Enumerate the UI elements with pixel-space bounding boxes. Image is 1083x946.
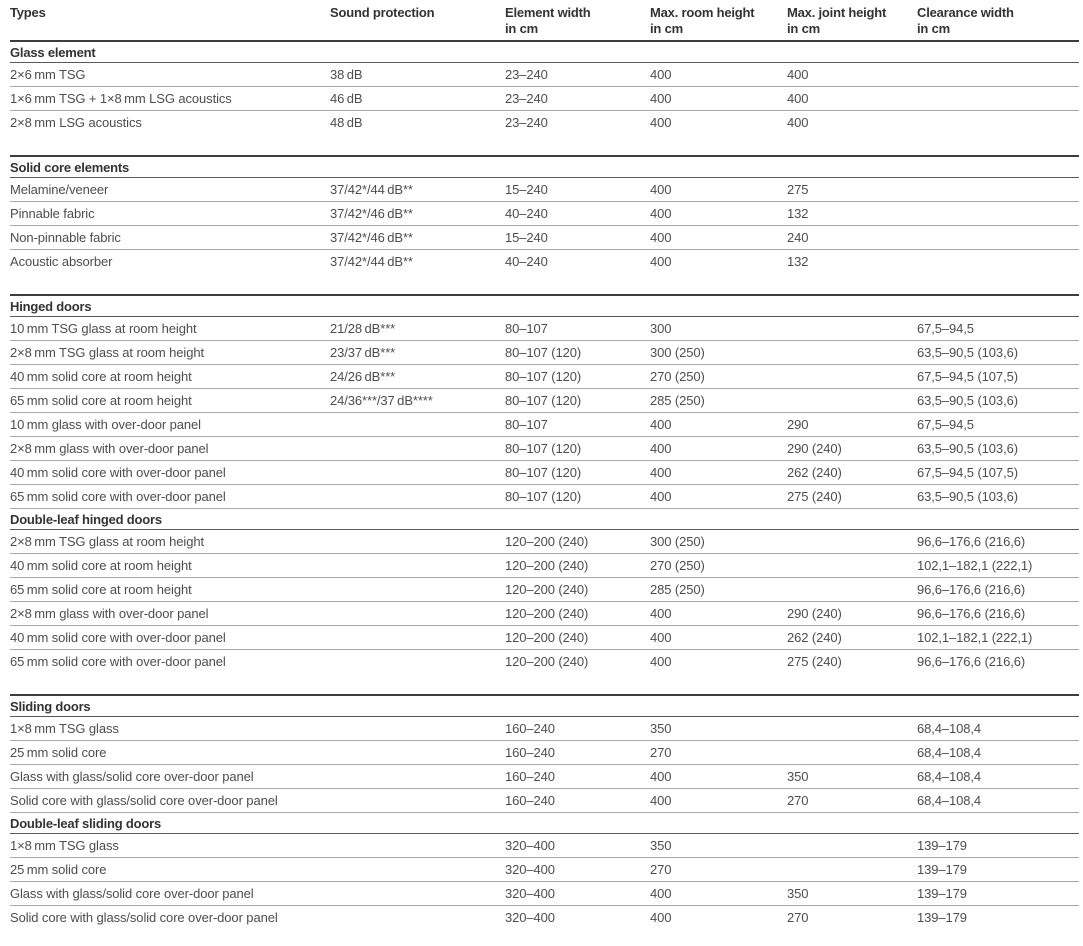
column-label: Sound protection: [330, 5, 435, 20]
cell: 23–240: [505, 115, 548, 130]
table-row: [10, 906, 1079, 930]
cell: 139–179: [917, 882, 1079, 906]
column-header-max-joint-height: [787, 2, 917, 41]
cell: Acoustic absorber: [10, 254, 113, 269]
cell: 63,5–90,5 (103,6): [917, 485, 1079, 509]
cell: 25 mm solid core: [10, 858, 330, 882]
table-row: [10, 226, 1079, 250]
cell: 65 mm solid core with over-door panel: [10, 654, 226, 669]
cell: [917, 202, 1079, 226]
cell: 40–240: [505, 254, 548, 269]
table-row: [10, 485, 1079, 509]
cell: 350: [787, 882, 917, 906]
cell: 96,6–176,6 (216,6): [917, 654, 1026, 669]
cell: 400: [787, 87, 917, 111]
cell: [330, 765, 505, 789]
column-label: Clearance width: [917, 5, 1014, 20]
cell: 400: [787, 115, 809, 130]
cell: 400: [650, 115, 672, 130]
cell: Melamine/veneer: [10, 178, 330, 202]
cell: 10 mm glass with over-door panel: [10, 413, 330, 437]
cell: [330, 789, 505, 813]
cell: 270: [787, 789, 917, 813]
cell: 400: [650, 178, 787, 202]
cell: 23–240: [505, 87, 650, 111]
cell: 400: [650, 202, 787, 226]
cell: 65 mm solid core at room height: [10, 578, 330, 602]
cell: 270 (250): [650, 365, 787, 389]
cell: 80–107 (120): [505, 341, 650, 365]
cell: [787, 834, 917, 858]
cell: 400: [650, 63, 787, 87]
column-sublabel: [10, 21, 324, 36]
cell: 37/42*/44 dB**: [330, 178, 505, 202]
cell: [917, 63, 1079, 87]
cell: 2×8 mm TSG glass at room height: [10, 530, 330, 554]
column-label: Max. room height: [650, 5, 755, 20]
cell: Non-pinnable fabric: [10, 226, 330, 250]
cell: 25 mm solid core: [10, 741, 330, 765]
cell: [917, 178, 1079, 202]
cell: 240: [787, 226, 917, 250]
cell: 120–200 (240): [505, 554, 650, 578]
cell: 80–107 (120): [505, 461, 650, 485]
table-row: [10, 178, 1079, 202]
cell: Solid core with glass/solid core over-door panel: [10, 910, 278, 925]
table-row: [10, 365, 1079, 389]
cell: 290 (240): [787, 602, 917, 626]
cell: 270: [787, 910, 809, 925]
table-row: [10, 650, 1079, 674]
cell: 67,5–94,5: [917, 317, 1079, 341]
cell: 37/42*/46 dB**: [330, 202, 505, 226]
cell: [330, 578, 505, 602]
cell: 160–240: [505, 717, 650, 741]
section-header-row: [10, 509, 1079, 530]
cell: Pinnable fabric: [10, 202, 330, 226]
cell: 400: [787, 63, 917, 87]
cell: 160–240: [505, 789, 650, 813]
cell: 40 mm solid core at room height: [10, 554, 330, 578]
cell: 37/42*/44 dB**: [330, 254, 413, 269]
column-sublabel: in cm: [787, 21, 820, 36]
cell: 2×8 mm glass with over-door panel: [10, 437, 330, 461]
table-row: [10, 789, 1079, 813]
table-row: [10, 202, 1079, 226]
table-row: [10, 389, 1079, 413]
cell: [787, 317, 917, 341]
cell: [330, 882, 505, 906]
cell: 400: [650, 461, 787, 485]
cell: 350: [650, 717, 787, 741]
cell: 15–240: [505, 178, 650, 202]
cell: 80–107 (120): [505, 485, 650, 509]
cell: 400: [650, 910, 672, 925]
cell: 290 (240): [787, 437, 917, 461]
cell: 10 mm TSG glass at room height: [10, 317, 330, 341]
table-row: [10, 317, 1079, 341]
cell: 2×6 mm TSG: [10, 63, 330, 87]
cell: 80–107 (120): [505, 365, 650, 389]
cell: 320–400: [505, 858, 650, 882]
cell: [787, 858, 917, 882]
cell: [787, 389, 917, 413]
cell: 40 mm solid core with over-door panel: [10, 626, 330, 650]
section-header-row: [10, 695, 1079, 717]
cell: 2×8 mm glass with over-door panel: [10, 602, 330, 626]
table-row: [10, 578, 1079, 602]
column-sublabel: [330, 21, 499, 36]
cell: 80–107 (120): [505, 437, 650, 461]
cell: 320–400: [505, 910, 555, 925]
cell: 320–400: [505, 834, 650, 858]
cell: [787, 741, 917, 765]
cell: 275: [787, 178, 917, 202]
cell: 300 (250): [650, 341, 787, 365]
table-row: [10, 250, 1079, 274]
cell: 320–400: [505, 882, 650, 906]
cell: [330, 717, 505, 741]
cell: 275 (240): [787, 654, 842, 669]
section-title: Double-leaf sliding doors: [10, 813, 1079, 834]
cell: 400: [650, 87, 787, 111]
cell: 38 dB: [330, 63, 505, 87]
cell: 400: [650, 437, 787, 461]
cell: [330, 530, 505, 554]
cell: [330, 650, 505, 674]
cell: 120–200 (240): [505, 654, 589, 669]
cell: 21/28 dB***: [330, 317, 505, 341]
cell: Solid core with glass/solid core over-door panel: [10, 789, 330, 813]
cell: 68,4–108,4: [917, 717, 1079, 741]
table-block: [10, 294, 1079, 673]
cell: [330, 554, 505, 578]
cell: 120–200 (240): [505, 602, 650, 626]
cell: 350: [787, 765, 917, 789]
cell: 40–240: [505, 202, 650, 226]
cell: [917, 250, 1079, 274]
column-sublabel: in cm: [650, 21, 683, 36]
cell: 80–107: [505, 413, 650, 437]
table-block: [10, 42, 1079, 134]
cell: [330, 858, 505, 882]
table-row: [10, 717, 1079, 741]
cell: 120–200 (240): [505, 626, 650, 650]
table-row: [10, 626, 1079, 650]
cell: 1×8 mm TSG glass: [10, 834, 330, 858]
section-title: Double-leaf hinged doors: [10, 509, 1079, 530]
cell: [330, 834, 505, 858]
cell: 120–200 (240): [505, 530, 650, 554]
cell: 400: [650, 765, 787, 789]
table-row: [10, 461, 1079, 485]
cell: Glass with glass/solid core over-door panel: [10, 882, 330, 906]
cell: 15–240: [505, 226, 650, 250]
table-row: [10, 882, 1079, 906]
cell: 80–107 (120): [505, 389, 650, 413]
cell: 400: [650, 626, 787, 650]
table-block: [10, 155, 1079, 273]
column-header-row: [10, 2, 1079, 41]
cell: 102,1–182,1 (222,1): [917, 554, 1079, 578]
cell: [787, 530, 917, 554]
cell: 63,5–90,5 (103,6): [917, 341, 1079, 365]
cell: 285 (250): [650, 389, 787, 413]
cell: 40 mm solid core with over-door panel: [10, 461, 330, 485]
column-header-clearance-width: [917, 2, 1079, 41]
cell: 1×8 mm TSG glass: [10, 717, 330, 741]
cell: [917, 87, 1079, 111]
cell: 1×6 mm TSG + 1×8 mm LSG acoustics: [10, 87, 330, 111]
cell: [787, 717, 917, 741]
column-label: Element width: [505, 5, 591, 20]
cell: 24/26 dB***: [330, 365, 505, 389]
table-row: [10, 765, 1079, 789]
table-row: [10, 111, 1079, 135]
column-sublabel: in cm: [505, 21, 538, 36]
column-label: Types: [10, 5, 46, 20]
column-label: Max. joint height: [787, 5, 887, 20]
cell: 400: [650, 413, 787, 437]
cell: 290: [787, 413, 917, 437]
table-row: [10, 437, 1079, 461]
table-block: [10, 694, 1079, 929]
cell: 300 (250): [650, 530, 787, 554]
cell: 40 mm solid core at room height: [10, 365, 330, 389]
cell: [330, 461, 505, 485]
cell: 37/42*/46 dB**: [330, 226, 505, 250]
column-sublabel: in cm: [917, 21, 950, 36]
cell: [330, 485, 505, 509]
cell: 96,6–176,6 (216,6): [917, 602, 1079, 626]
cell: [330, 413, 505, 437]
cell: 400: [650, 226, 787, 250]
table-row: [10, 602, 1079, 626]
cell: 2×8 mm LSG acoustics: [10, 115, 142, 130]
cell: 139–179: [917, 858, 1079, 882]
section-header-row: [10, 813, 1079, 834]
section-title: Hinged doors: [10, 295, 1079, 317]
column-header-element-width: [505, 2, 650, 41]
cell: 23/37 dB***: [330, 341, 505, 365]
cell: [330, 626, 505, 650]
table-row: [10, 834, 1079, 858]
cell: 300: [650, 317, 787, 341]
cell: 270: [650, 741, 787, 765]
column-header-max-room-height: [650, 2, 787, 41]
cell: [787, 578, 917, 602]
cell: 160–240: [505, 765, 650, 789]
cell: 120–200 (240): [505, 578, 650, 602]
cell: [787, 365, 917, 389]
cell: 400: [650, 485, 787, 509]
cell: 68,4–108,4: [917, 765, 1079, 789]
section-header-row: [10, 42, 1079, 63]
cell: 400: [650, 254, 672, 269]
cell: [330, 437, 505, 461]
cell: 80–107: [505, 317, 650, 341]
cell: [330, 741, 505, 765]
cell: 67,5–94,5: [917, 413, 1079, 437]
cell: 275 (240): [787, 485, 917, 509]
cell: 68,4–108,4: [917, 741, 1079, 765]
cell: 65 mm solid core with over-door panel: [10, 485, 330, 509]
cell: 63,5–90,5 (103,6): [917, 389, 1079, 413]
cell: 400: [650, 882, 787, 906]
section-title: Sliding doors: [10, 695, 1079, 717]
section-title: Glass element: [10, 42, 1079, 63]
table-row: [10, 858, 1079, 882]
section-header-row: [10, 295, 1079, 317]
cell: 270 (250): [650, 554, 787, 578]
cell: 132: [787, 202, 917, 226]
cell: 262 (240): [787, 461, 917, 485]
cell: 262 (240): [787, 626, 917, 650]
cell: 67,5–94,5 (107,5): [917, 365, 1079, 389]
cell: 400: [650, 789, 787, 813]
cell: 132: [787, 254, 809, 269]
cell: 400: [650, 602, 787, 626]
table-header: [10, 2, 1079, 42]
cell: [917, 226, 1079, 250]
cell: [917, 111, 1079, 135]
cell: 400: [650, 654, 672, 669]
cell: 160–240: [505, 741, 650, 765]
cell: Glass with glass/solid core over-door panel: [10, 765, 330, 789]
table-row: [10, 413, 1079, 437]
cell: [330, 602, 505, 626]
cell: 102,1–182,1 (222,1): [917, 626, 1079, 650]
cell: 270: [650, 858, 787, 882]
cell: 24/36***/37 dB****: [330, 389, 505, 413]
cell: 48 dB: [330, 115, 363, 130]
table-body-blocks: [0, 42, 1083, 929]
cell: 46 dB: [330, 87, 505, 111]
cell: 285 (250): [650, 578, 787, 602]
table-row: [10, 554, 1079, 578]
cell: 2×8 mm TSG glass at room height: [10, 341, 330, 365]
table-row: [10, 63, 1079, 87]
cell: 63,5–90,5 (103,6): [917, 437, 1079, 461]
table-row: [10, 530, 1079, 554]
cell: 65 mm solid core at room height: [10, 389, 330, 413]
cell: 23–240: [505, 63, 650, 87]
table-row: [10, 741, 1079, 765]
cell: 96,6–176,6 (216,6): [917, 530, 1079, 554]
column-header-sound-protection: [330, 2, 505, 41]
cell: [787, 341, 917, 365]
cell: 350: [650, 834, 787, 858]
column-header-types: [10, 2, 330, 41]
table-row: [10, 341, 1079, 365]
cell: 139–179: [917, 910, 967, 925]
cell: 68,4–108,4: [917, 789, 1079, 813]
cell: [787, 554, 917, 578]
section-title: Solid core elements: [10, 156, 1079, 178]
cell: 67,5–94,5 (107,5): [917, 461, 1079, 485]
cell: 139–179: [917, 834, 1079, 858]
table-row: [10, 87, 1079, 111]
cell: [330, 906, 505, 930]
section-header-row: [10, 156, 1079, 178]
cell: 96,6–176,6 (216,6): [917, 578, 1079, 602]
